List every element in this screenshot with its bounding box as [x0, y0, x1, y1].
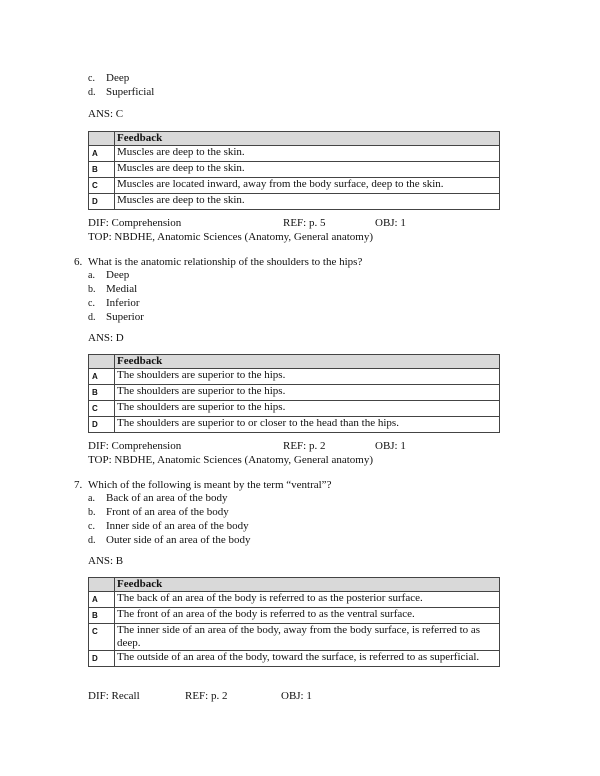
feedback-row: A Muscles are deep to the skin.: [89, 146, 500, 162]
option-c: c. Deep: [88, 72, 130, 84]
objective: OBJ: 1: [375, 440, 406, 452]
answer: ANS: D: [88, 332, 124, 344]
answer: ANS: C: [88, 108, 124, 120]
feedback-row: B The shoulders are superior to the hips.: [89, 385, 500, 401]
option-c: c. Inner side of an area of the body: [88, 520, 249, 532]
difficulty: DIF: Comprehension: [88, 440, 182, 452]
feedback-header: Feedback: [115, 132, 500, 146]
option-a: a. Back of an area of the body: [88, 492, 228, 504]
option-c: c. Inferior: [88, 297, 140, 309]
option-d: d. Superior: [88, 311, 144, 323]
question-7: 7. Which of the following is meant by the term “ventral”?: [74, 479, 332, 491]
feedback-row: B The front of an area of the body is referred to as the ventral surface.: [89, 608, 500, 624]
reference: REF: p. 2: [283, 440, 326, 452]
feedback-row: D Muscles are deep to the skin.: [89, 194, 500, 210]
topic: TOP: NBDHE, Anatomic Sciences (Anatomy, General anatomy): [88, 454, 374, 466]
difficulty: DIF: Recall: [88, 690, 140, 702]
option-b: b. Medial: [88, 283, 138, 295]
objective: OBJ: 1: [375, 217, 406, 229]
answer: ANS: B: [88, 555, 124, 567]
feedback-row: C The inner side of an area of the body, away from the body surface, is referred to as deep.: [89, 624, 500, 651]
option-b: b. Front of an area of the body: [88, 506, 229, 518]
option-a: a. Deep: [88, 269, 130, 281]
objective: OBJ: 1: [281, 690, 312, 702]
feedback-table: [88, 577, 500, 667]
feedback-header: Feedback: [115, 355, 500, 369]
difficulty: DIF: Comprehension: [88, 217, 182, 229]
option-d: d. Superficial: [88, 86, 155, 98]
reference: REF: p. 5: [283, 217, 326, 229]
feedback-table: [88, 354, 500, 433]
feedback-row: D The shoulders are superior to or closer to the head than the hips.: [89, 417, 500, 433]
feedback-row: A The shoulders are superior to the hips.: [89, 369, 500, 385]
feedback-row: B Muscles are deep to the skin.: [89, 162, 500, 178]
question-6: 6. What is the anatomic relationship of the shoulders to the hips?: [74, 256, 363, 268]
reference: REF: p. 2: [185, 690, 228, 702]
feedback-table: [88, 131, 500, 210]
option-d: d. Outer side of an area of the body: [88, 534, 251, 546]
feedback-row: C The shoulders are superior to the hips.: [89, 401, 500, 417]
feedback-row: C Muscles are located inward, away from the body surface, deep to the skin.: [89, 178, 500, 194]
feedback-header: Feedback: [115, 578, 500, 592]
feedback-row: A The back of an area of the body is referred to as the posterior surface.: [89, 592, 500, 608]
topic: TOP: NBDHE, Anatomic Sciences (Anatomy, General anatomy): [88, 231, 374, 243]
feedback-row: D The outside of an area of the body, toward the surface, is referred to as superficial.: [89, 651, 500, 667]
